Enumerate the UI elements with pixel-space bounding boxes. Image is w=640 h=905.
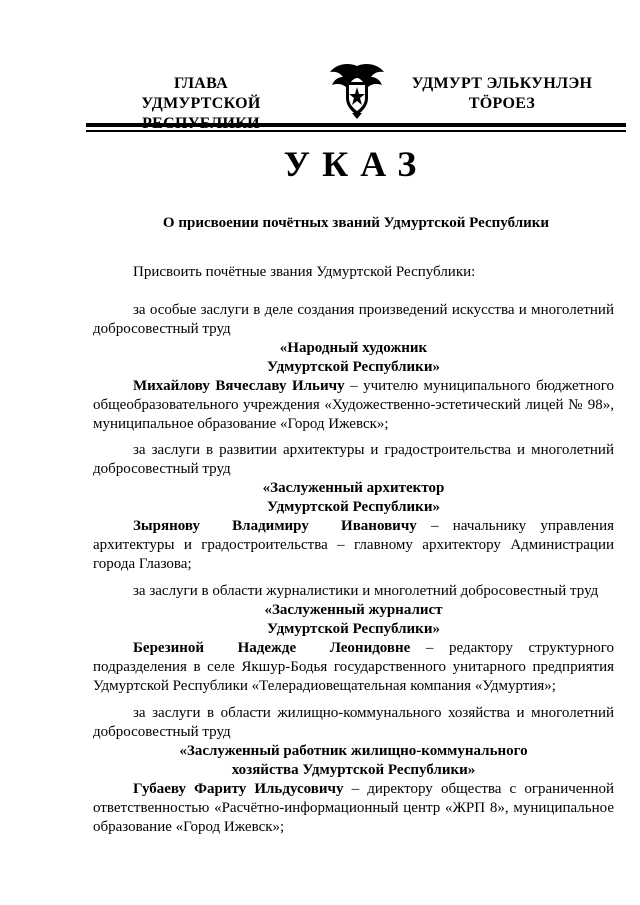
- recipient-name: Губаеву Фариту Ильдусовичу: [133, 781, 344, 797]
- header-left-line1: ГЛАВА: [174, 75, 228, 92]
- award-section-2: [93, 441, 614, 574]
- intro-text: Присвоить почётные звания Удмуртской Республики:: [133, 264, 476, 280]
- award-title-line2: Удмуртской Республики»: [267, 359, 440, 375]
- award-title-line2: Удмуртской Республики»: [267, 621, 440, 637]
- header-rule-thick: [86, 123, 626, 127]
- document-subject: О присвоении почётных званий Удмуртской Республики: [162, 215, 550, 231]
- award-title-line1: «Заслуженный работник жилищно-коммунального: [179, 743, 528, 759]
- header-right: [402, 74, 602, 114]
- award-basis: за заслуги в области журналистики и многолетний добросовестный труд: [133, 583, 599, 599]
- award-basis: за заслуги в области жилищно-коммунального хозяйства и многолетний добросовестный труд: [93, 705, 614, 740]
- award-title-line1: «Заслуженный журналист: [264, 602, 443, 618]
- award-section-1: [93, 301, 614, 434]
- recipient-details: – редактору структурного подразделения в селе Якшур-Бодья государственного унитарного предприятия Удмуртской Республики «Телерадиовещательная компания «Удмуртия»;: [93, 640, 615, 694]
- award-section-4: [93, 704, 614, 837]
- award-basis: за особые заслуги в деле создания произведений искусства и многолетний добросовестный труд: [93, 302, 614, 337]
- recipient-name: Зырянову Владимиру Ивановичу: [133, 518, 417, 534]
- award-recipient: [93, 780, 614, 837]
- award-recipient: [93, 517, 614, 574]
- intro-block: [93, 263, 614, 282]
- award-title-line1: «Народный художник: [279, 340, 428, 356]
- recipient-name: Михайлову Вячеславу Ильичу: [133, 378, 345, 394]
- award-section-3: [93, 582, 614, 696]
- recipient-details: – учителю муниципального бюджетного общеобразовательного учреждения «Художественно-эстетический лицей № 98», муниципальное образование «Город Ижевск»;: [93, 378, 614, 432]
- coat-of-arms-icon: [326, 58, 388, 120]
- award-title-line2: хозяйства Удмуртской Республики»: [231, 762, 476, 778]
- recipient-details: – директору общества с ограниченной ответственностью «Расчётно-информационный центр «ЖРП 8», муниципальное образование «Город Ижевск»;: [93, 781, 615, 835]
- header-left-line2: УДМУРТСКОЙ: [141, 95, 261, 112]
- recipient-name: Березиной Надежде Леонидовне: [133, 640, 411, 656]
- recipient-details: – начальнику управления архитектуры и градостроительства – главному архитектору Администрации города Глазова;: [93, 518, 615, 572]
- header-right-line2: ТÖРОЕЗ: [468, 95, 536, 112]
- award-recipient: [93, 377, 614, 434]
- document-title: УКАЗ: [283, 144, 429, 184]
- award-title-line1: «Заслуженный архитектор: [262, 480, 445, 496]
- award-title-line2: Удмуртской Республики»: [267, 499, 440, 515]
- header-rule-thin: [86, 130, 626, 132]
- award-basis: за заслуги в развитии архитектуры и градостроительства и многолетний добросовестный труд: [93, 442, 614, 477]
- award-recipient: [93, 639, 614, 696]
- header-right-line1: УДМУРТ ЭЛЬКУНЛЭН: [411, 75, 593, 92]
